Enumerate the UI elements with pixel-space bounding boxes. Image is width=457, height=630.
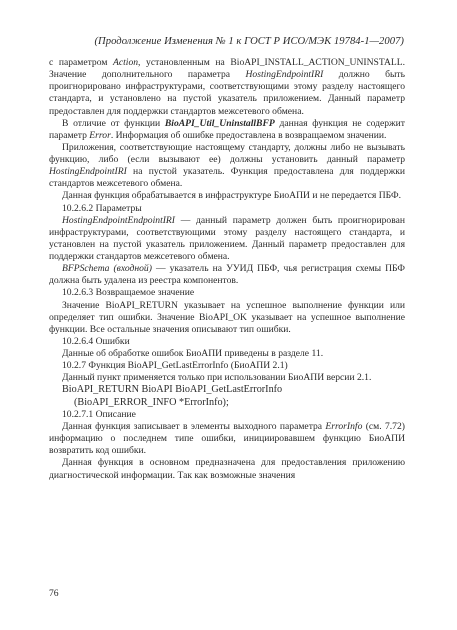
text-run: , установленным на BioAPI_INSTALL_ACTION_UNINSTALL. Значение дополнительного параметра — [49, 57, 405, 81]
text-run: ErrorInfo — [325, 421, 363, 433]
text-run: HostingEndpointEndpointIRI — [62, 214, 175, 226]
text-run: 10.2.7 Функция BioAPI_GetLastErrorInfo (БиоАПИ 2.1) — [62, 360, 288, 372]
text-run: 10.2.6.2 Параметры — [62, 202, 142, 214]
text-run: — данный параметр должен быть проигнорирован инфраструктурами, соответствующими этому разделу настоящего стандарта, и установлен на пустой указатель приложением. Данный параметр предоставлен для поддержки стандартов межсетевого обмена. — [49, 214, 405, 262]
text-run: BFPSchema (входной) — [62, 263, 152, 275]
text-run: Значение BioAPI_RETURN указывает на успешное выполнение функции или определяет тип ошибки. Значение BioAPI_OK указывает на успешное выполнение функции. Все остальные значения описывают тип ошибки. — [49, 299, 405, 335]
section-heading — [49, 360, 405, 372]
text-run: Данная функция обрабатывается в инфраструктуре БиоАПИ и не передается ПБФ. — [62, 190, 402, 202]
text-run: . Информация об ошибке предоставлена в возвращаемом значении. — [110, 129, 387, 141]
text-run: на пустой указатель. Функция предоставлена для поддержки стандартов межсетевого обмена. — [49, 166, 405, 190]
text-run: HostingEndpointIRI — [49, 166, 127, 178]
text-run: — указатель на УУИД ПБФ, чья регистрация схемы ПБФ должна быть удалена из реестра компонентов. — [49, 263, 406, 287]
page-number: 76 — [49, 588, 59, 599]
text-run: Данные об обработке ошибок БиоАПИ приведены в разделе 11. — [62, 348, 324, 359]
text-run: (см. 7.72) информацию о последнем типе ошибки, инициировавшем функцию БиоАПИ возвратить код ошибки. — [49, 421, 405, 457]
paragraph — [49, 215, 405, 264]
text-run: HostingEndpointIRI — [245, 69, 324, 81]
text-run: Error — [89, 129, 111, 141]
text-run: В отличие от функции — [62, 117, 165, 129]
text-run: (BioAPI_ERROR_INFO *ErrorInfo); — [74, 396, 229, 408]
paragraph — [49, 190, 405, 202]
paragraph — [49, 263, 405, 287]
text-run: BioAPI_Util_UninstallBFP — [164, 117, 275, 129]
code-line — [49, 397, 405, 409]
text-run: 10.2.6.4 Ошибки — [62, 335, 130, 347]
paragraph — [49, 457, 405, 481]
text-run: 10.2.6.3 Возвращаемое значение — [62, 287, 195, 299]
text-run: Данный пункт применяется только при использовании БиоАПИ версии 2.1. — [62, 372, 372, 384]
text-run: данная функция не содержит параметр — [49, 117, 405, 141]
paragraph — [49, 118, 405, 142]
paragraph — [49, 348, 405, 360]
text-run: должно быть проигнорировано инфраструктурами, соответствующими этому разделу настоящего стандарта, и установлено на пустой указатель приложением. Данный параметр предоставлен для поддержки стандартов межсетевого обмена. — [49, 69, 406, 117]
text-run: 10.2.7.1 Описание — [62, 408, 136, 420]
paragraph — [49, 372, 405, 384]
section-heading — [49, 287, 405, 299]
paragraph — [49, 421, 405, 457]
paragraph — [49, 57, 405, 118]
text-run: с параметром — [49, 57, 113, 68]
section-heading — [49, 203, 405, 215]
body-text — [49, 57, 405, 482]
paragraph — [49, 300, 405, 336]
section-heading — [49, 409, 405, 421]
text-run: Action — [113, 57, 139, 68]
running-header: (Продолжение Изменения № 1 к ГОСТ Р ИСО/МЭК 19784-1—2007) — [94, 36, 404, 47]
section-heading — [49, 336, 405, 348]
text-run: Данная функция в основном предназначена для предоставления приложению диагностической информации. Так как возможные значения — [49, 457, 405, 481]
paragraph — [49, 142, 405, 191]
text-run: BioAPI_RETURN BioAPI BioAPI_GetLastErrorInfo — [62, 384, 283, 396]
text-run: Данная функция записывает в элементы выходного параметра — [62, 421, 326, 433]
text-run: Приложения, соответствующие настоящему стандарту, должны либо не вызывать функцию, либо (если вызывают ее) должны установить данный параметр — [49, 141, 405, 165]
code-line — [49, 384, 405, 396]
